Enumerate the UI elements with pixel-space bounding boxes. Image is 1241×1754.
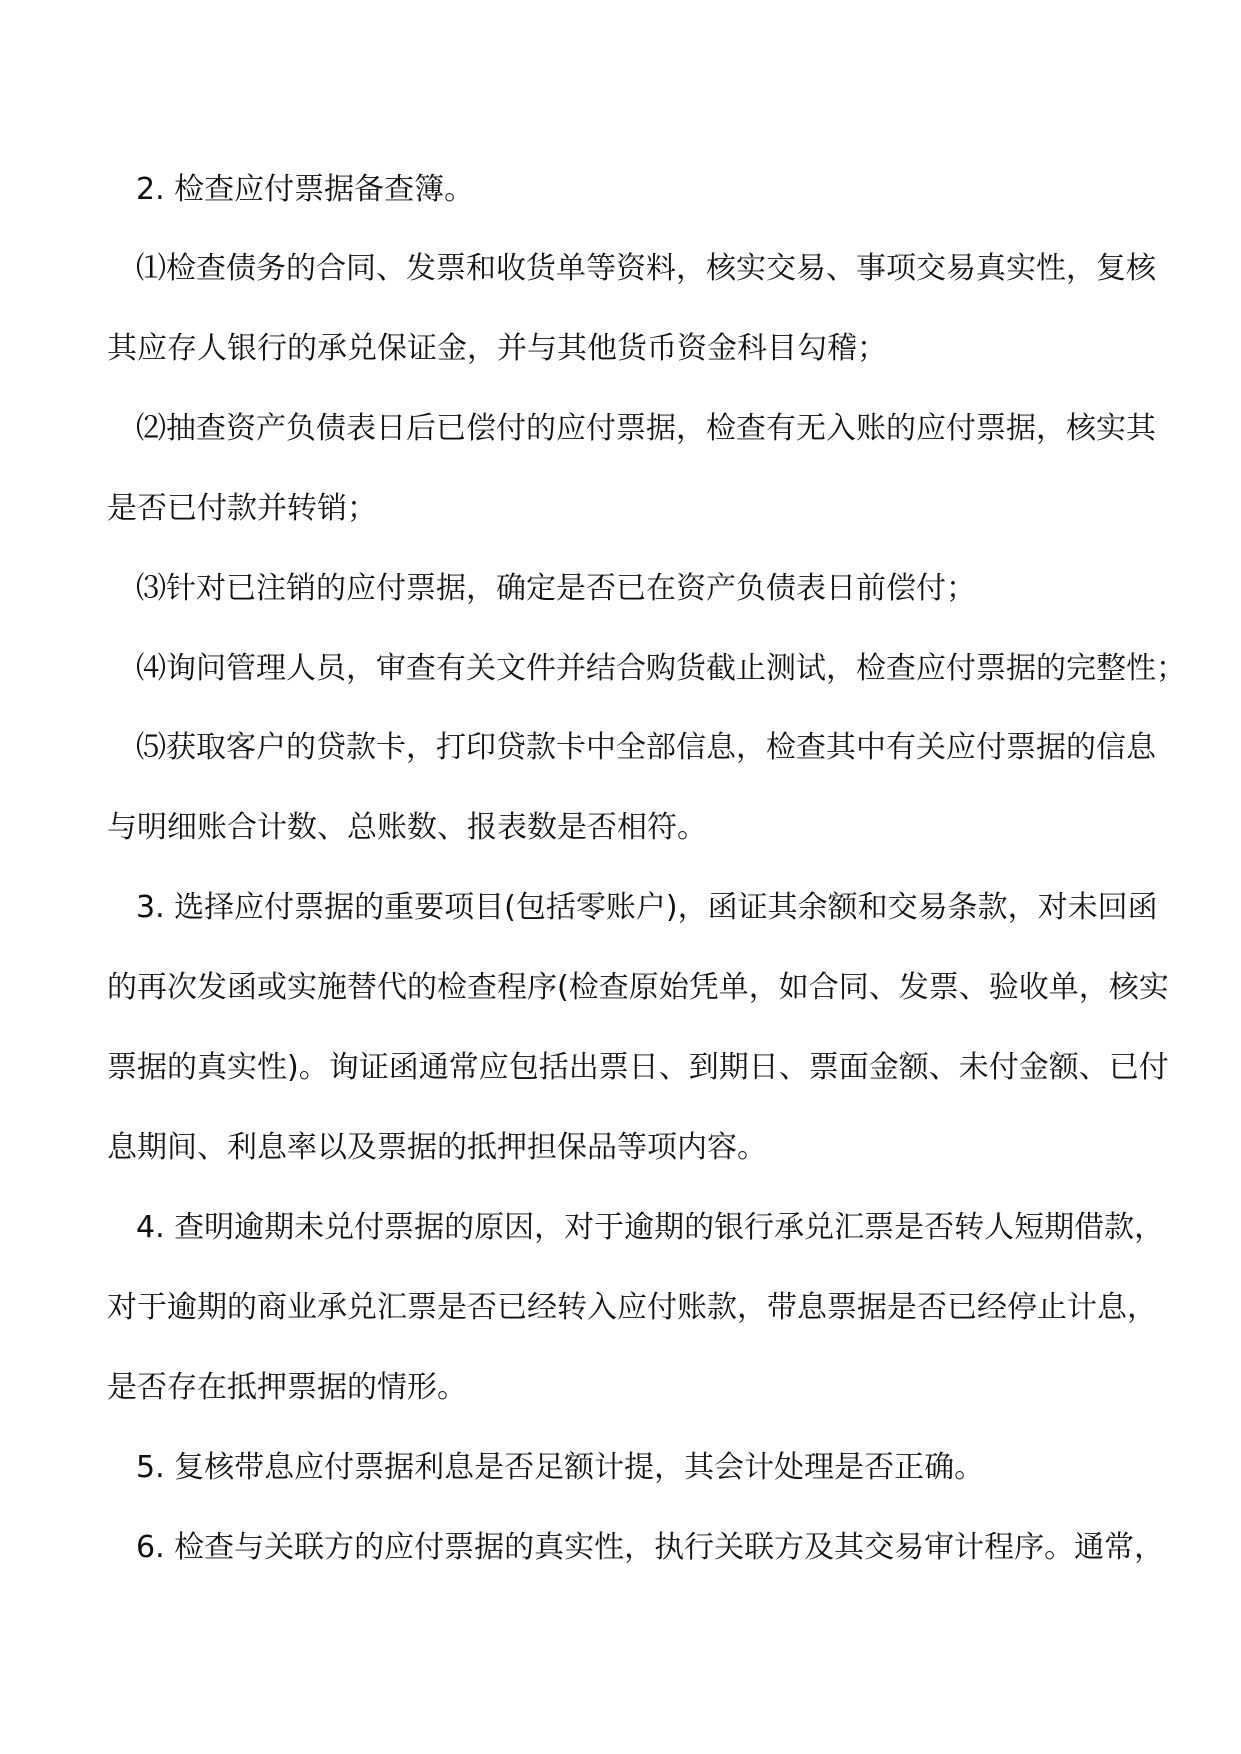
paragraph-line: 其应存人银行的承兑保证金，并与其他货币资金科目勾稽； [107,331,887,366]
paragraph-line: 2. 检查应付票据备查簿。 [136,172,475,207]
paragraph-line: 是否已付款并转销； [107,491,377,526]
paragraph-line: 5. 复核带息应付票据利息是否足额计提，其会计处理是否正确。 [136,1450,985,1485]
paragraph-line: 票据的真实性)。询证函通常应包括出票日、到期日、票面金额、未付金额、已付 [107,1050,1169,1085]
paragraph-line: 是否存在抵押票据的情形。 [107,1370,467,1405]
paragraph-line: ⑷询问管理人员，审查有关文件并结合购货截止测试，检查应付票据的完整性； [136,651,1186,686]
paragraph-line: ⑴检查债务的合同、发票和收货单等资料，核实交易、事项交易真实性，复核 [136,251,1156,286]
paragraph-line: ⑶针对已注销的应付票据，确定是否已在资产负债表日前偿付； [136,571,976,606]
paragraph-line: 对于逾期的商业承兑汇票是否已经转入应付账款，带息票据是否已经停止计息， [107,1290,1157,1325]
paragraph-line: 息期间、利息率以及票据的抵押担保品等项内容。 [107,1130,767,1165]
paragraph-line: 6. 检查与关联方的应付票据的真实性，执行关联方及其交易审计程序。通常， [136,1530,1165,1565]
paragraph-line: 与明细账合计数、总账数、报表数是否相符。 [107,810,707,845]
paragraph-line: 4. 查明逾期未兑付票据的原因，对于逾期的银行承兑汇票是否转人短期借款， [136,1210,1165,1245]
paragraph-line: 3. 选择应付票据的重要项目(包括零账户)，函证其余额和交易条款，对未回函 [136,890,1158,925]
paragraph-line: 的再次发函或实施替代的检查程序(检查原始凭单，如合同、发票、验收单，核实 [107,970,1169,1005]
paragraph-line: ⑸获取客户的贷款卡，打印贷款卡中全部信息，检查其中有关应付票据的信息 [136,730,1156,765]
paragraph-line: ⑵抽查资产负债表日后已偿付的应付票据，检查有无入账的应付票据，核实其 [136,411,1156,446]
